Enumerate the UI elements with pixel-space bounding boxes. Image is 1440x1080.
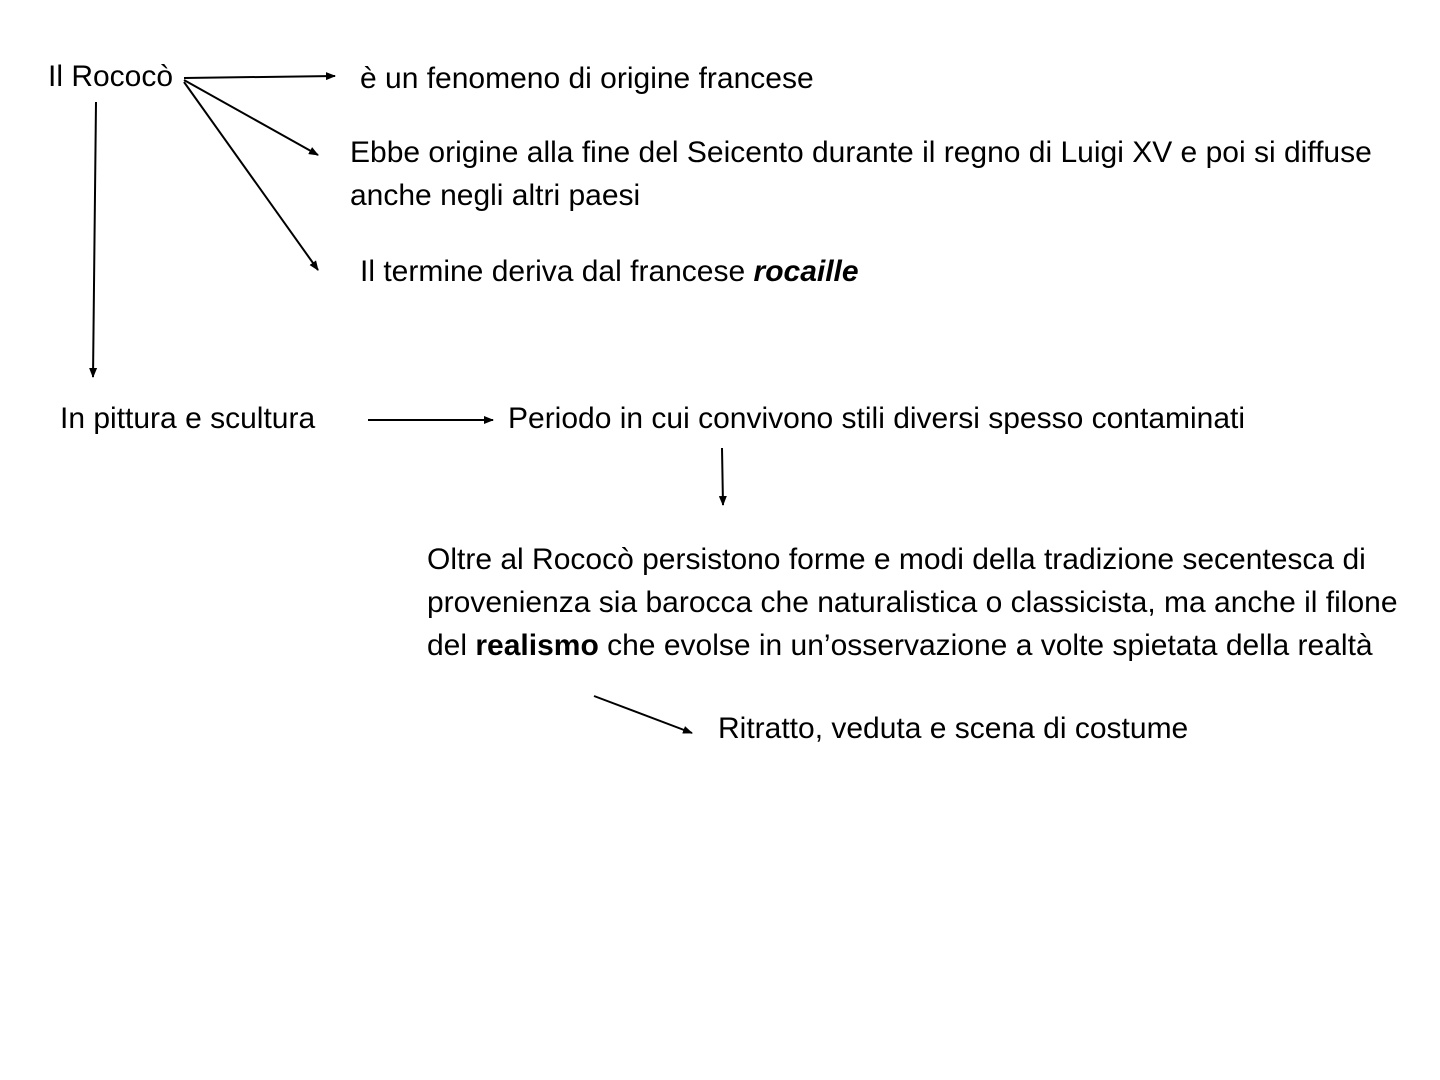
period-origin-text: Ebbe origine alla fine del Seicento durante il regno di Luigi XV e poi si diffuse anche negli altri paesi — [350, 136, 1372, 212]
persist-text-after: che evolse in un’osservazione a volte spietata della realtà — [598, 629, 1373, 662]
term-prefix: Il termine deriva dal francese — [360, 255, 754, 288]
styles-period-text: Periodo in cui convivono stili diversi spesso contaminati — [508, 402, 1246, 435]
arrow-persist-to-genres — [594, 696, 692, 733]
persist-term-realismo: realismo — [475, 629, 599, 662]
origin-node — [360, 57, 814, 100]
painting-text: In pittura e scultura — [60, 402, 316, 435]
persist-text-before: Oltre al Rococò persistono forme e modi della tradizione secentesca di provenienza sia barocca che naturalistica o classicista, ma anche il filone del — [427, 543, 1398, 662]
term-rocaille: rocaille — [753, 255, 859, 288]
origin-text: è un fenomeno di origine francese — [360, 62, 814, 95]
root-node-title — [48, 55, 173, 98]
period-origin-node — [350, 131, 1380, 217]
arrow-root-to-term — [184, 82, 318, 270]
term-node — [360, 250, 859, 293]
genres-node — [718, 707, 1188, 750]
arrow-root-to-origin — [184, 76, 335, 78]
arrow-root-to-period — [184, 80, 318, 155]
genres-text: Ritratto, veduta e scena di costume — [718, 712, 1189, 745]
arrow-root-to-painting — [93, 102, 96, 377]
arrow-period-to-persist — [722, 448, 723, 505]
root-label: Il Rococò — [48, 60, 174, 93]
persist-node — [427, 538, 1427, 667]
styles-period-node — [508, 397, 1245, 440]
painting-node — [60, 397, 315, 440]
